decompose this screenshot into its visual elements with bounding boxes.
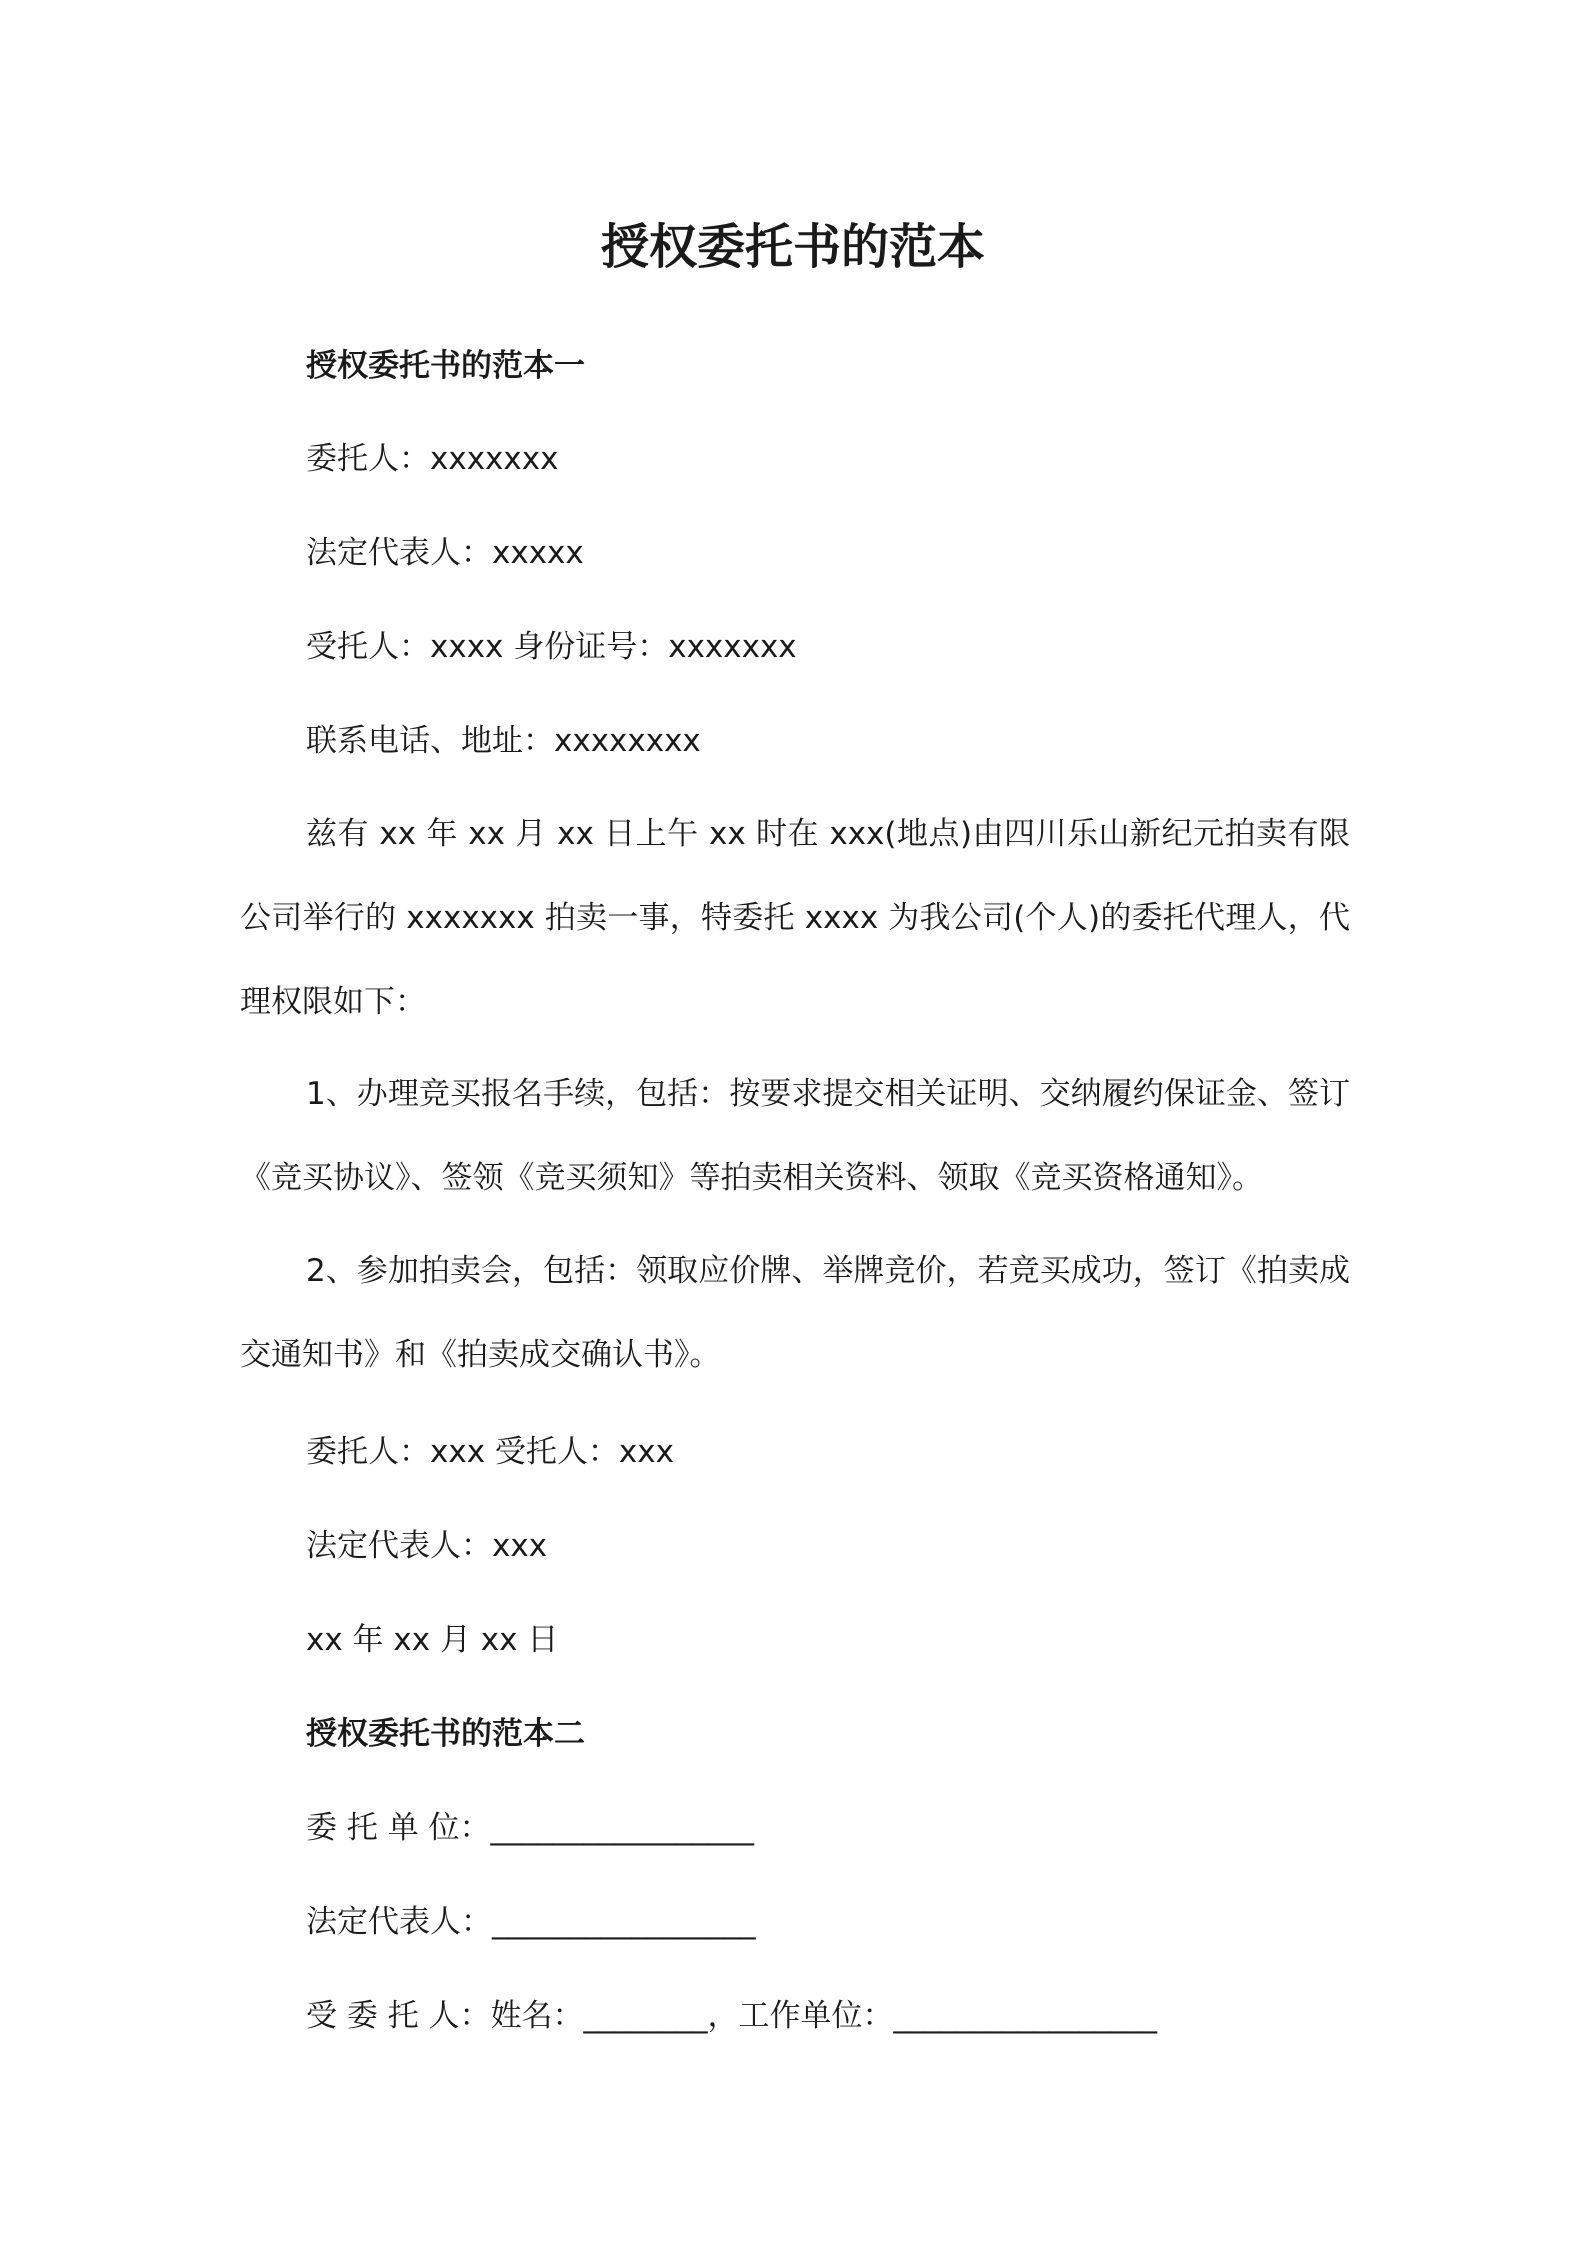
section1-heading: 授权委托书的范本一 bbox=[306, 348, 585, 384]
section2-legal-rep-line: 法定代表人：_________________ bbox=[306, 1904, 756, 1940]
principal-line: 委托人：xxxxxxx bbox=[306, 441, 559, 477]
document-title: 授权委托书的范本 bbox=[600, 219, 985, 275]
signature-legal-rep-line: 法定代表人：xxx bbox=[306, 1528, 548, 1564]
legal-rep-line: 法定代表人：xxxxx bbox=[306, 535, 584, 571]
signature-line: 委托人：xxx 受托人：xxx bbox=[306, 1434, 674, 1470]
section2-heading: 授权委托书的范本二 bbox=[306, 1716, 585, 1752]
date-line: xx 年 xx 月 xx 日 bbox=[306, 1622, 559, 1658]
item-2-paragraph: 2、参加拍卖会，包括：领取应价牌、举牌竞价，若竞买成功，签订《拍卖成交通知书》和《拍卖成交确认书》。 bbox=[240, 1253, 1350, 1373]
section2-agent-line: 受 委 托 人：姓名：________，工作单位：_________________ bbox=[306, 1998, 1158, 2034]
body-paragraph: 兹有 xx 年 xx 月 xx 日上午 xx 时在 xxx(地点)由四川乐山新纪元拍卖有限公司举行的 xxxxxxx 拍卖一事，特委托 xxxx 为我公司(个人)的委托代理人，代理权限如下： bbox=[240, 816, 1350, 1020]
agent-line: 受托人：xxxx 身份证号：xxxxxxx bbox=[306, 629, 797, 665]
item-1-paragraph: 1、办理竞买报名手续，包括：按要求提交相关证明、交纳履约保证金、签订《竞买协议》、签领《竞买须知》等拍卖相关资料、领取《竞买资格通知》。 bbox=[240, 1076, 1350, 1196]
unit-line: 委 托 单 位：_________________ bbox=[306, 1810, 755, 1846]
contact-line: 联系电话、地址：xxxxxxxx bbox=[306, 723, 701, 759]
